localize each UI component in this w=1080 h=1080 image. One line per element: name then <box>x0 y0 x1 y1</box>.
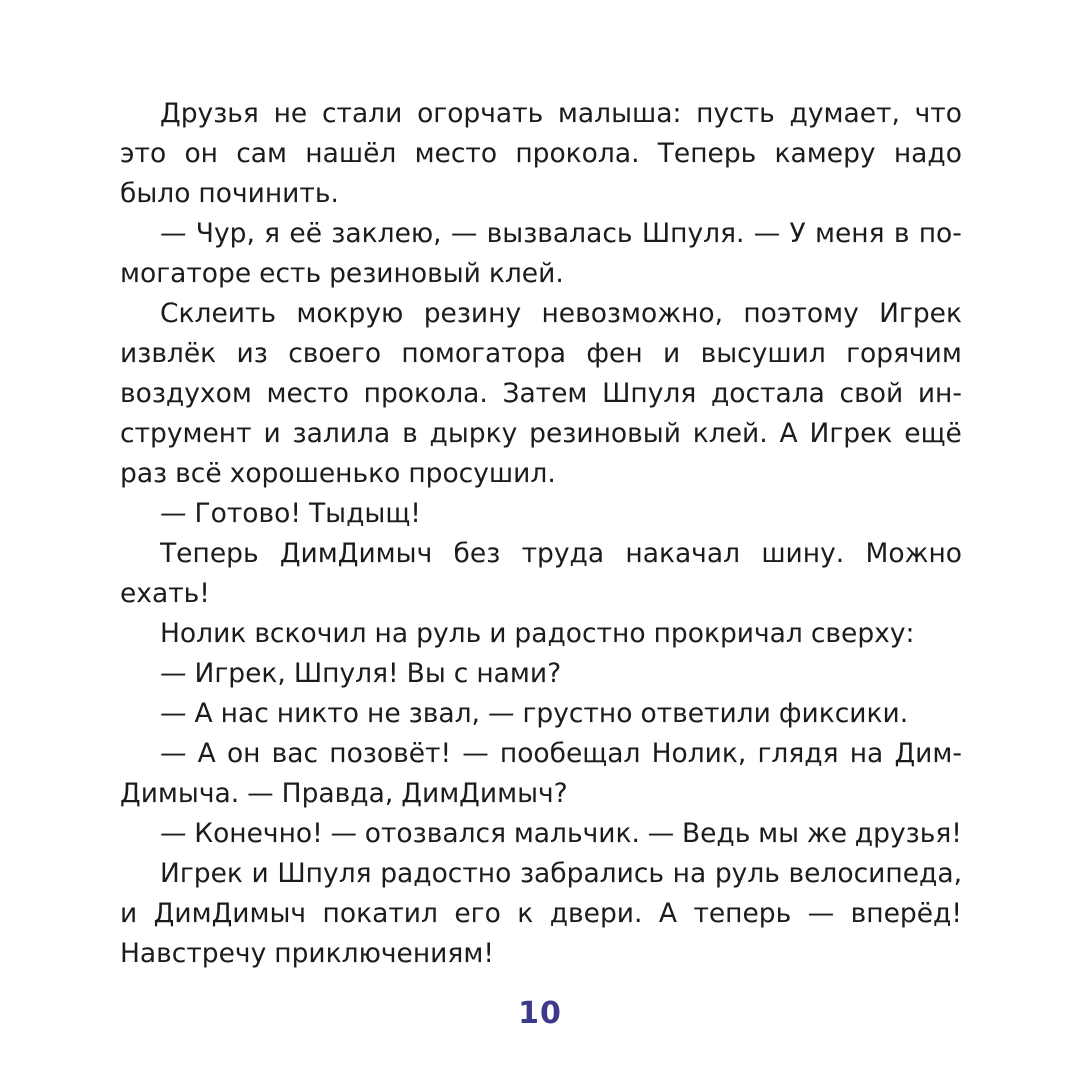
text-line: это он сам нашёл место прокола. Теперь камеру надо <box>120 138 962 169</box>
text-line: ехать! <box>120 578 210 609</box>
text-line: воздухом место прокола. Затем Шпуля достала свой ин- <box>120 378 962 409</box>
text-line: Димыча. — Правда, ДимДимыч? <box>120 778 568 809</box>
text-line: могаторе есть резиновый клей. <box>120 258 564 289</box>
text-line: Нолик вскочил на руль и радостно прокричал сверху: <box>160 618 915 649</box>
text-line: Склеить мокрую резину невозможно, поэтому Игрек <box>160 298 962 329</box>
text-line: струмент и залила в дырку резиновый клей. А Игрек ещё <box>120 418 962 449</box>
page-number: 10 <box>518 996 562 1031</box>
text-line: и ДимДимыч покатил его к двери. А теперь — вперёд! <box>120 898 962 929</box>
text-line: раз всё хорошенько просушил. <box>120 458 556 489</box>
text-line: — Чур, я её заклею, — вызвалась Шпуля. — У меня в по- <box>160 218 962 249</box>
text-line: извлёк из своего помогатора фен и высушил горячим <box>120 338 962 369</box>
text-line: — А нас никто не звал, — грустно ответили фиксики. <box>160 698 909 729</box>
text-line: — Игрек, Шпуля! Вы с нами? <box>160 658 562 689</box>
text-line: Навстречу приключениям! <box>120 938 494 969</box>
text-line: Друзья не стали огорчать малыша: пусть думает, что <box>160 98 962 129</box>
text-line: было починить. <box>120 178 339 209</box>
story-text <box>120 94 962 974</box>
text-line: Игрек и Шпуля радостно забрались на руль велосипеда, <box>160 858 962 889</box>
text-line: — А он вас позовёт! — пообещал Нолик, глядя на Дим- <box>160 738 962 769</box>
text-line: — Готово! Тыдыщ! <box>160 498 421 529</box>
text-line: — Конечно! — отозвался мальчик. — Ведь мы же друзья! <box>160 818 962 849</box>
text-line: Теперь ДимДимыч без труда накачал шину. Можно <box>160 538 962 569</box>
